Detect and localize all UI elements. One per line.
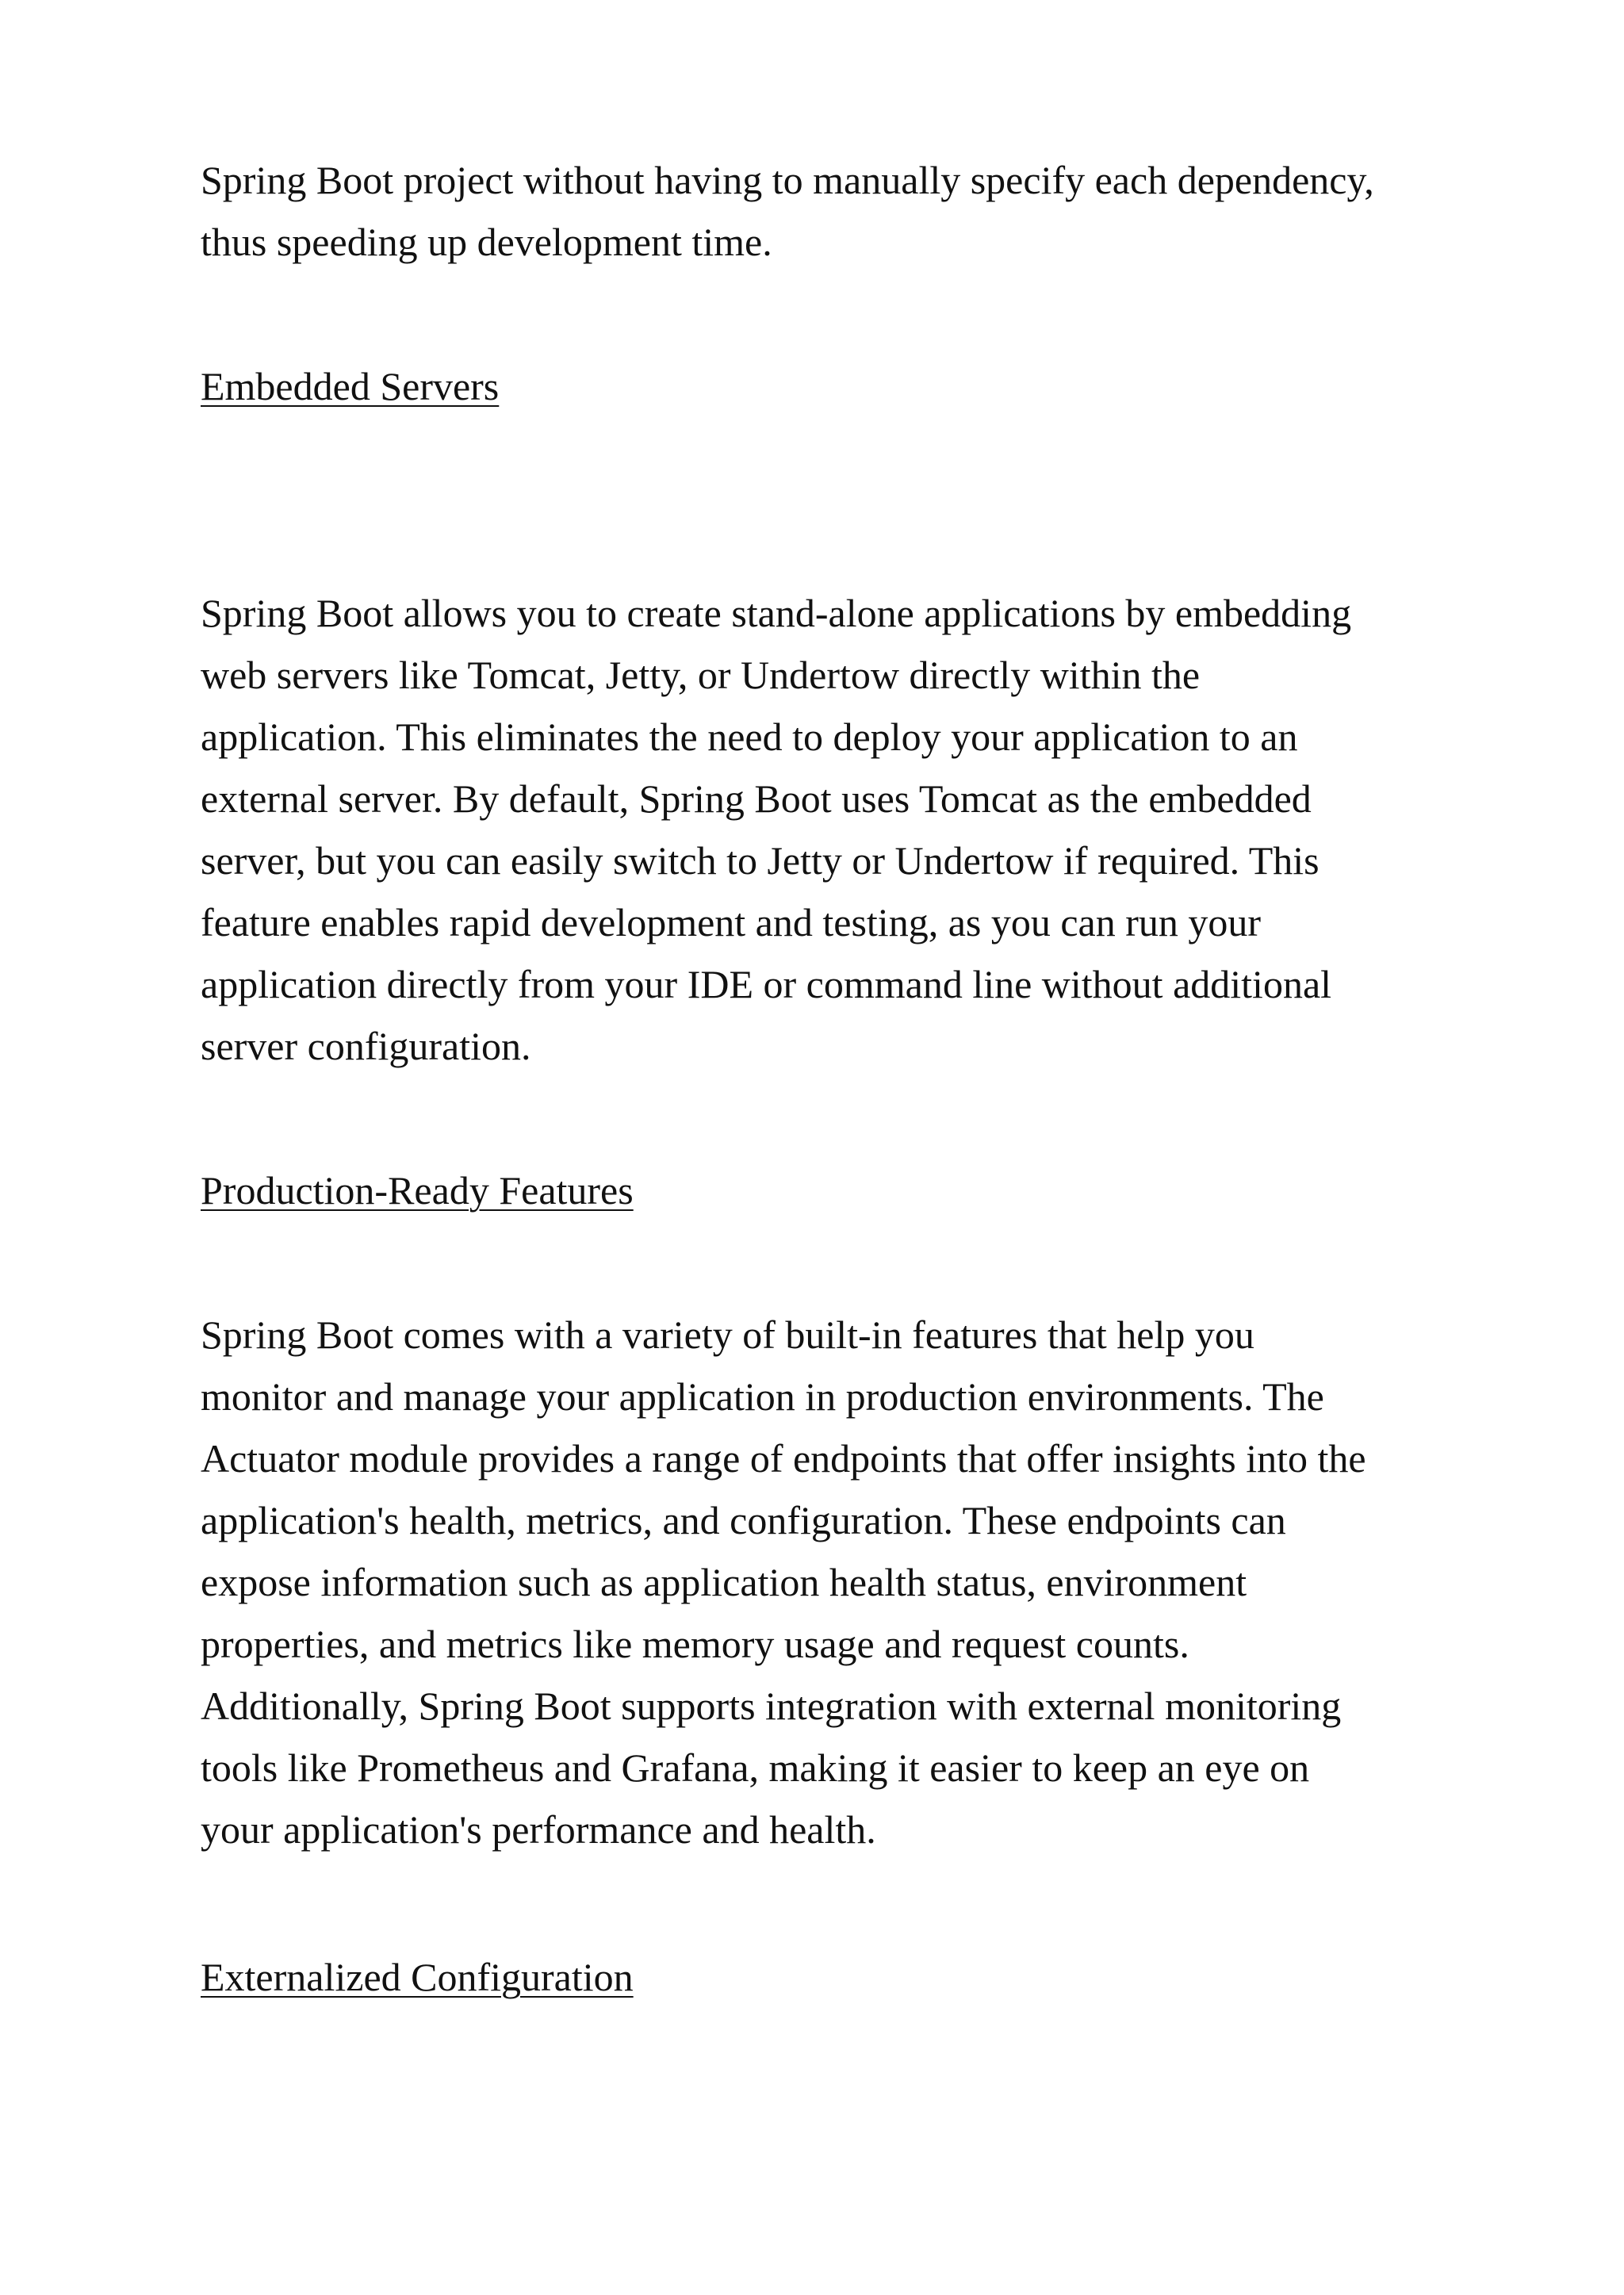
paragraph-line: Spring Boot project without having to manually specify each dependency, <box>201 158 1374 202</box>
paragraph-line: server configuration. <box>201 1024 531 1068</box>
section-heading: Embedded Servers <box>201 364 500 408</box>
paragraph-line: Actuator module provides a range of endpoints that offer insights into the <box>201 1436 1366 1481</box>
paragraph-line: Spring Boot comes with a variety of built-in features that help you <box>201 1312 1254 1357</box>
section-heading: Production-Ready Features <box>201 1168 634 1213</box>
paragraph-line: Spring Boot allows you to create stand-alone applications by embedding <box>201 591 1352 635</box>
paragraph-line: web servers like Tomcat, Jetty, or Undertow directly within the <box>201 653 1201 697</box>
production-ready-features-paragraph <box>201 1304 1438 1860</box>
paragraph-line: application. This eliminates the need to deploy your application to an <box>201 715 1298 759</box>
paragraph-line: thus speeding up development time. <box>201 220 772 264</box>
paragraph-line: properties, and metrics like memory usage and request counts. <box>201 1622 1189 1666</box>
paragraph-line: your application's performance and health. <box>201 1807 876 1852</box>
intro-paragraph <box>201 149 1438 273</box>
paragraph-line: server, but you can easily switch to Jetty or Undertow if required. This <box>201 838 1320 883</box>
paragraph-line: tools like Prometheus and Grafana, making it easier to keep an eye on <box>201 1745 1310 1790</box>
paragraph-line: monitor and manage your application in production environments. The <box>201 1374 1324 1419</box>
section-heading-externalized-configuration <box>201 1946 1438 2008</box>
paragraph-line: feature enables rapid development and testing, as you can run your <box>201 900 1262 944</box>
section-heading-production-ready-features <box>201 1159 1438 1221</box>
paragraph-line: application's health, metrics, and configuration. These endpoints can <box>201 1498 1286 1542</box>
paragraph-line: expose information such as application health status, environment <box>201 1560 1247 1604</box>
paragraph-line: Additionally, Spring Boot supports integration with external monitoring <box>201 1684 1342 1728</box>
section-heading-embedded-servers <box>201 355 1438 417</box>
section-heading: Externalized Configuration <box>201 1955 634 1999</box>
paragraph-line: application directly from your IDE or command line without additional <box>201 962 1332 1006</box>
paragraph-line: external server. By default, Spring Boot uses Tomcat as the embedded <box>201 776 1312 821</box>
embedded-servers-paragraph <box>201 582 1438 1077</box>
